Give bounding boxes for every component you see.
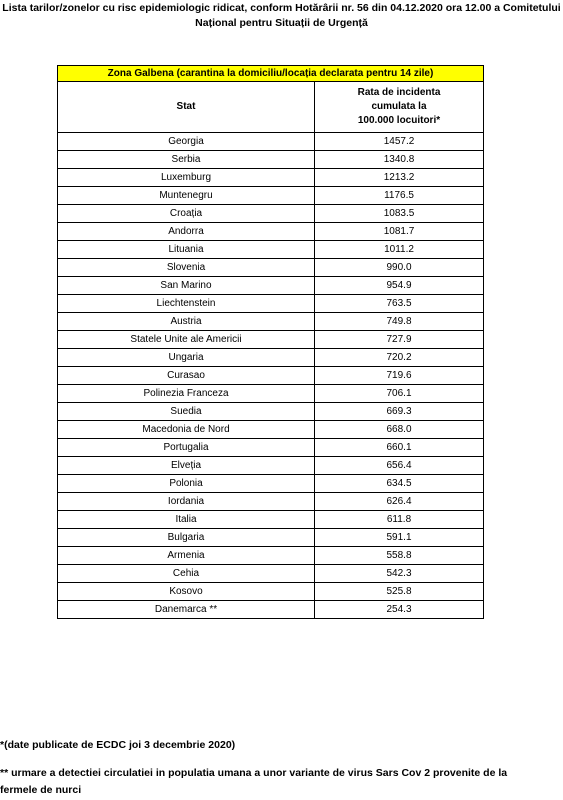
country-cell: Elveția (58, 457, 315, 475)
table-row (58, 169, 484, 187)
country-cell: Statele Unite ale Americii (58, 331, 315, 349)
table-row (58, 457, 484, 475)
incidence-rate-cell: 669.3 (315, 403, 484, 421)
country-cell: Polonia (58, 475, 315, 493)
country-cell: Croația (58, 205, 315, 223)
incidence-rate-cell: 1176.5 (315, 187, 484, 205)
incidence-rate-cell: 706.1 (315, 385, 484, 403)
table-row (58, 601, 484, 619)
table-row (58, 547, 484, 565)
table-row (58, 403, 484, 421)
table-row (58, 439, 484, 457)
table-row (58, 151, 484, 169)
incidence-rate-cell: 668.0 (315, 421, 484, 439)
table-row (58, 205, 484, 223)
column-header-incidence (315, 82, 484, 133)
country-cell: Lituania (58, 241, 315, 259)
incidence-rate-cell: 1083.5 (315, 205, 484, 223)
country-cell: Bulgaria (58, 529, 315, 547)
column-header-country: Stat (58, 82, 315, 133)
table-row (58, 493, 484, 511)
incidence-rate-cell: 720.2 (315, 349, 484, 367)
footnote-mink-variant-line-2: fermele de nurci (0, 784, 82, 796)
incidence-rate-cell: 591.1 (315, 529, 484, 547)
column-header-incidence-line-1: Rata de incidenta cumulata la (357, 87, 441, 112)
country-cell: Iordania (58, 493, 315, 511)
country-cell: Andorra (58, 223, 315, 241)
country-cell: Luxemburg (58, 169, 315, 187)
incidence-rate-cell: 626.4 (315, 493, 484, 511)
country-cell: San Marino (58, 277, 315, 295)
document-heading (0, 1, 563, 31)
column-header-incidence-line-2: 100.000 locuitori* (357, 115, 441, 126)
table-row (58, 331, 484, 349)
incidence-rate-cell: 749.8 (315, 313, 484, 331)
table-body (58, 133, 484, 619)
table-row (58, 475, 484, 493)
table-row (58, 223, 484, 241)
heading-line-1: Lista tarilor/zonelor cu risc epidemiologic ridicat, conform Hotărârii nr. 56 din 04.12.2020 ora 12.00 a Comitetului (2, 2, 561, 14)
table-row (58, 277, 484, 295)
incidence-rate-cell: 1340.8 (315, 151, 484, 169)
table-row (58, 241, 484, 259)
zone-row (58, 66, 484, 82)
table-row (58, 295, 484, 313)
country-cell: Cehia (58, 565, 315, 583)
country-cell: Liechtenstein (58, 295, 315, 313)
zone-label: Zona Galbena (carantina la domiciliu/locația declarata pentru 14 zile) (58, 66, 484, 82)
country-cell: Macedonia de Nord (58, 421, 315, 439)
table-row (58, 421, 484, 439)
incidence-rate-cell: 1213.2 (315, 169, 484, 187)
table-row (58, 133, 484, 151)
table-row (58, 259, 484, 277)
country-cell: Portugalia (58, 439, 315, 457)
incidence-rate-cell: 558.8 (315, 547, 484, 565)
heading-line-2: Național pentru Situații de Urgență (195, 17, 368, 29)
footnote-ecdc-source: *(date publicate de ECDC joi 3 decembrie 2020) (0, 739, 236, 751)
incidence-rate-cell: 542.3 (315, 565, 484, 583)
incidence-rate-cell: 1011.2 (315, 241, 484, 259)
table-header-row (58, 82, 484, 133)
table-row (58, 313, 484, 331)
incidence-rate-cell: 727.9 (315, 331, 484, 349)
country-cell: Georgia (58, 133, 315, 151)
table-row (58, 385, 484, 403)
country-cell: Italia (58, 511, 315, 529)
table-row (58, 187, 484, 205)
country-cell: Muntenegru (58, 187, 315, 205)
incidence-rate-cell: 1081.7 (315, 223, 484, 241)
table-row (58, 367, 484, 385)
country-cell: Curasao (58, 367, 315, 385)
country-cell: Polinezia Franceza (58, 385, 315, 403)
table-row (58, 565, 484, 583)
footnote-mink-variant-line-1: ** urmare a detectiei circulatiei in populatia umana a unor variante de virus Sars Cov 2 provenite de la (0, 767, 508, 779)
incidence-rate-cell: 1457.2 (315, 133, 484, 151)
incidence-rate-cell: 611.8 (315, 511, 484, 529)
table-row (58, 349, 484, 367)
incidence-rate-cell: 525.8 (315, 583, 484, 601)
incidence-rate-cell: 954.9 (315, 277, 484, 295)
country-cell: Suedia (58, 403, 315, 421)
country-cell: Ungaria (58, 349, 315, 367)
footnote-mink-variant (0, 765, 563, 799)
table-row (58, 529, 484, 547)
table-row (58, 583, 484, 601)
country-cell: Kosovo (58, 583, 315, 601)
incidence-rate-cell: 656.4 (315, 457, 484, 475)
incidence-rate-cell: 634.5 (315, 475, 484, 493)
incidence-rate-cell: 990.0 (315, 259, 484, 277)
country-cell: Austria (58, 313, 315, 331)
table-row (58, 511, 484, 529)
incidence-rate-cell: 660.1 (315, 439, 484, 457)
incidence-rate-cell: 719.6 (315, 367, 484, 385)
country-cell: Serbia (58, 151, 315, 169)
incidence-rate-cell: 254.3 (315, 601, 484, 619)
country-cell: Armenia (58, 547, 315, 565)
country-cell: Slovenia (58, 259, 315, 277)
risk-countries-table (57, 65, 484, 619)
country-cell: Danemarca ** (58, 601, 315, 619)
incidence-rate-cell: 763.5 (315, 295, 484, 313)
